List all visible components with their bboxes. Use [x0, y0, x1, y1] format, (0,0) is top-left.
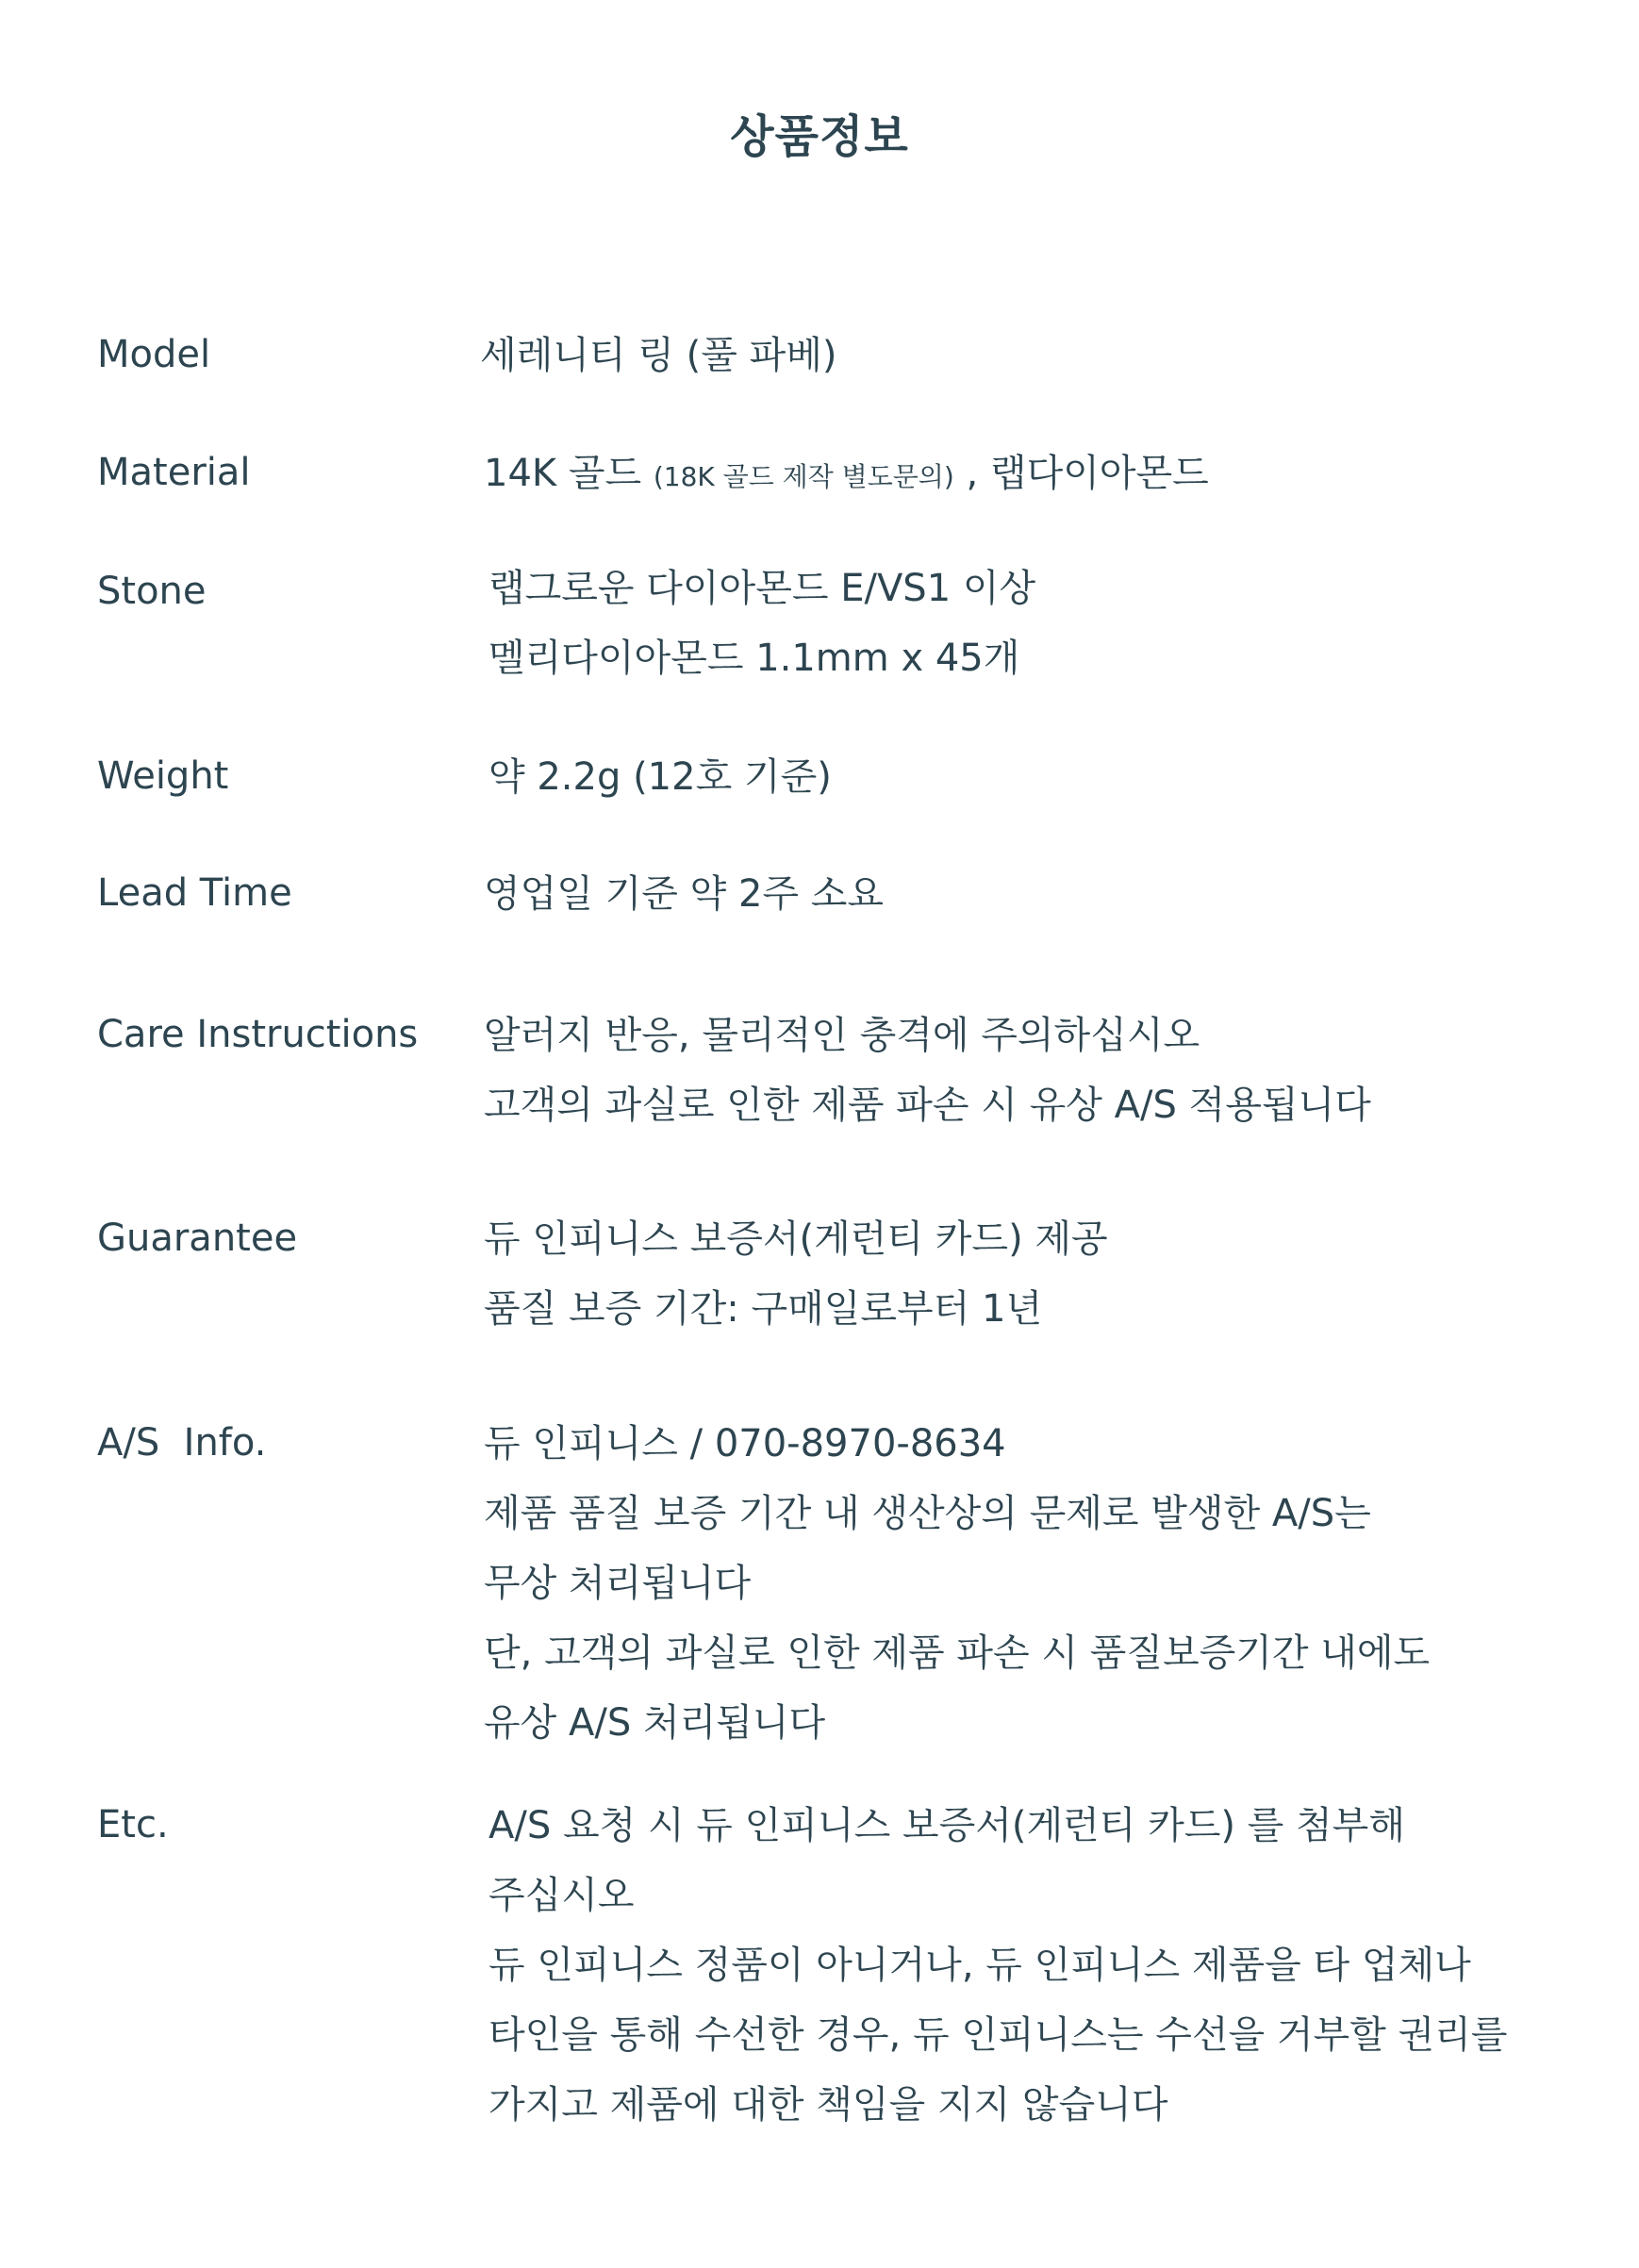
- label-care-instructions: Care Instructions: [97, 1013, 419, 1056]
- value-line: 랩그로운 다이아몬드 E/VS1 이상: [488, 567, 1036, 610]
- value-as-info: [484, 1409, 1430, 1758]
- value-line: 멜리다이아몬드 1.1mm x 45개: [488, 637, 1020, 680]
- value-line: 세레니티 링 (풀 파베): [480, 334, 837, 377]
- value-material: [484, 439, 1209, 508]
- label-as-info: A/S Info.: [97, 1421, 267, 1465]
- value-line: [484, 439, 1209, 508]
- value-line: 고객의 과실로 인한 제품 파손 시 유상 A/S 적용됩니다: [484, 1084, 1371, 1127]
- value-line: 듀 인피니스 정품이 아니거나, 듀 인피니스 제품을 타 업체나: [488, 1944, 1471, 1987]
- value-line: 품질 보증 기간: 구매일로부터 1년: [484, 1287, 1043, 1331]
- label-weight: Weight: [97, 754, 229, 798]
- material-tail: , 랩다이아몬드: [953, 452, 1209, 495]
- value-guarantee: [484, 1204, 1108, 1344]
- label-guarantee: Guarantee: [97, 1217, 298, 1260]
- value-lead-time: [484, 859, 884, 929]
- value-line: 가지고 제품에 대한 책임을 지지 않습니다: [488, 2083, 1168, 2127]
- value-line: 유상 A/S 처리됩니다: [484, 1701, 826, 1745]
- value-line: 듀 인피니스 보증서(게런티 카드) 제공: [484, 1217, 1108, 1261]
- value-line: 약 2.2g (12호 기준): [488, 755, 832, 799]
- value-line: 주십시오: [488, 1874, 635, 1917]
- value-stone: [488, 554, 1035, 693]
- label-stone: Stone: [97, 570, 207, 613]
- value-line: A/S 요청 시 듀 인피니스 보증서(게런티 카드) 를 첨부해: [488, 1804, 1405, 1847]
- value-model: [480, 321, 836, 390]
- value-line: 무상 처리됩니다: [484, 1562, 752, 1605]
- label-material: Material: [97, 451, 251, 494]
- material-note: (18K 골드 제작 별도문의): [653, 461, 954, 492]
- page-title: 상품정보: [730, 110, 909, 163]
- value-weight: [488, 742, 832, 812]
- material-main: 14K 골드: [484, 452, 654, 495]
- label-lead-time: Lead Time: [97, 871, 292, 915]
- value-etc: [488, 1791, 1507, 2140]
- value-care-instructions: [484, 1001, 1371, 1140]
- value-line: 알러지 반응, 물리적인 충격에 주의하십시오: [484, 1014, 1200, 1057]
- value-line: 듀 인피니스 / 070-8970-8634: [484, 1422, 1006, 1465]
- label-model: Model: [97, 333, 211, 376]
- value-line: 타인을 통해 수선한 경우, 듀 인피니스는 수선을 거부할 권리를: [488, 2013, 1508, 2057]
- value-line: 제품 품질 보증 기간 내 생산상의 문제로 발생한 A/S는: [484, 1492, 1371, 1535]
- value-line: 영업일 기준 약 2주 소요: [484, 872, 885, 916]
- value-line: 단, 고객의 과실로 인한 제품 파손 시 품질보증기간 내에도: [484, 1631, 1431, 1675]
- label-etc: Etc.: [97, 1803, 169, 1846]
